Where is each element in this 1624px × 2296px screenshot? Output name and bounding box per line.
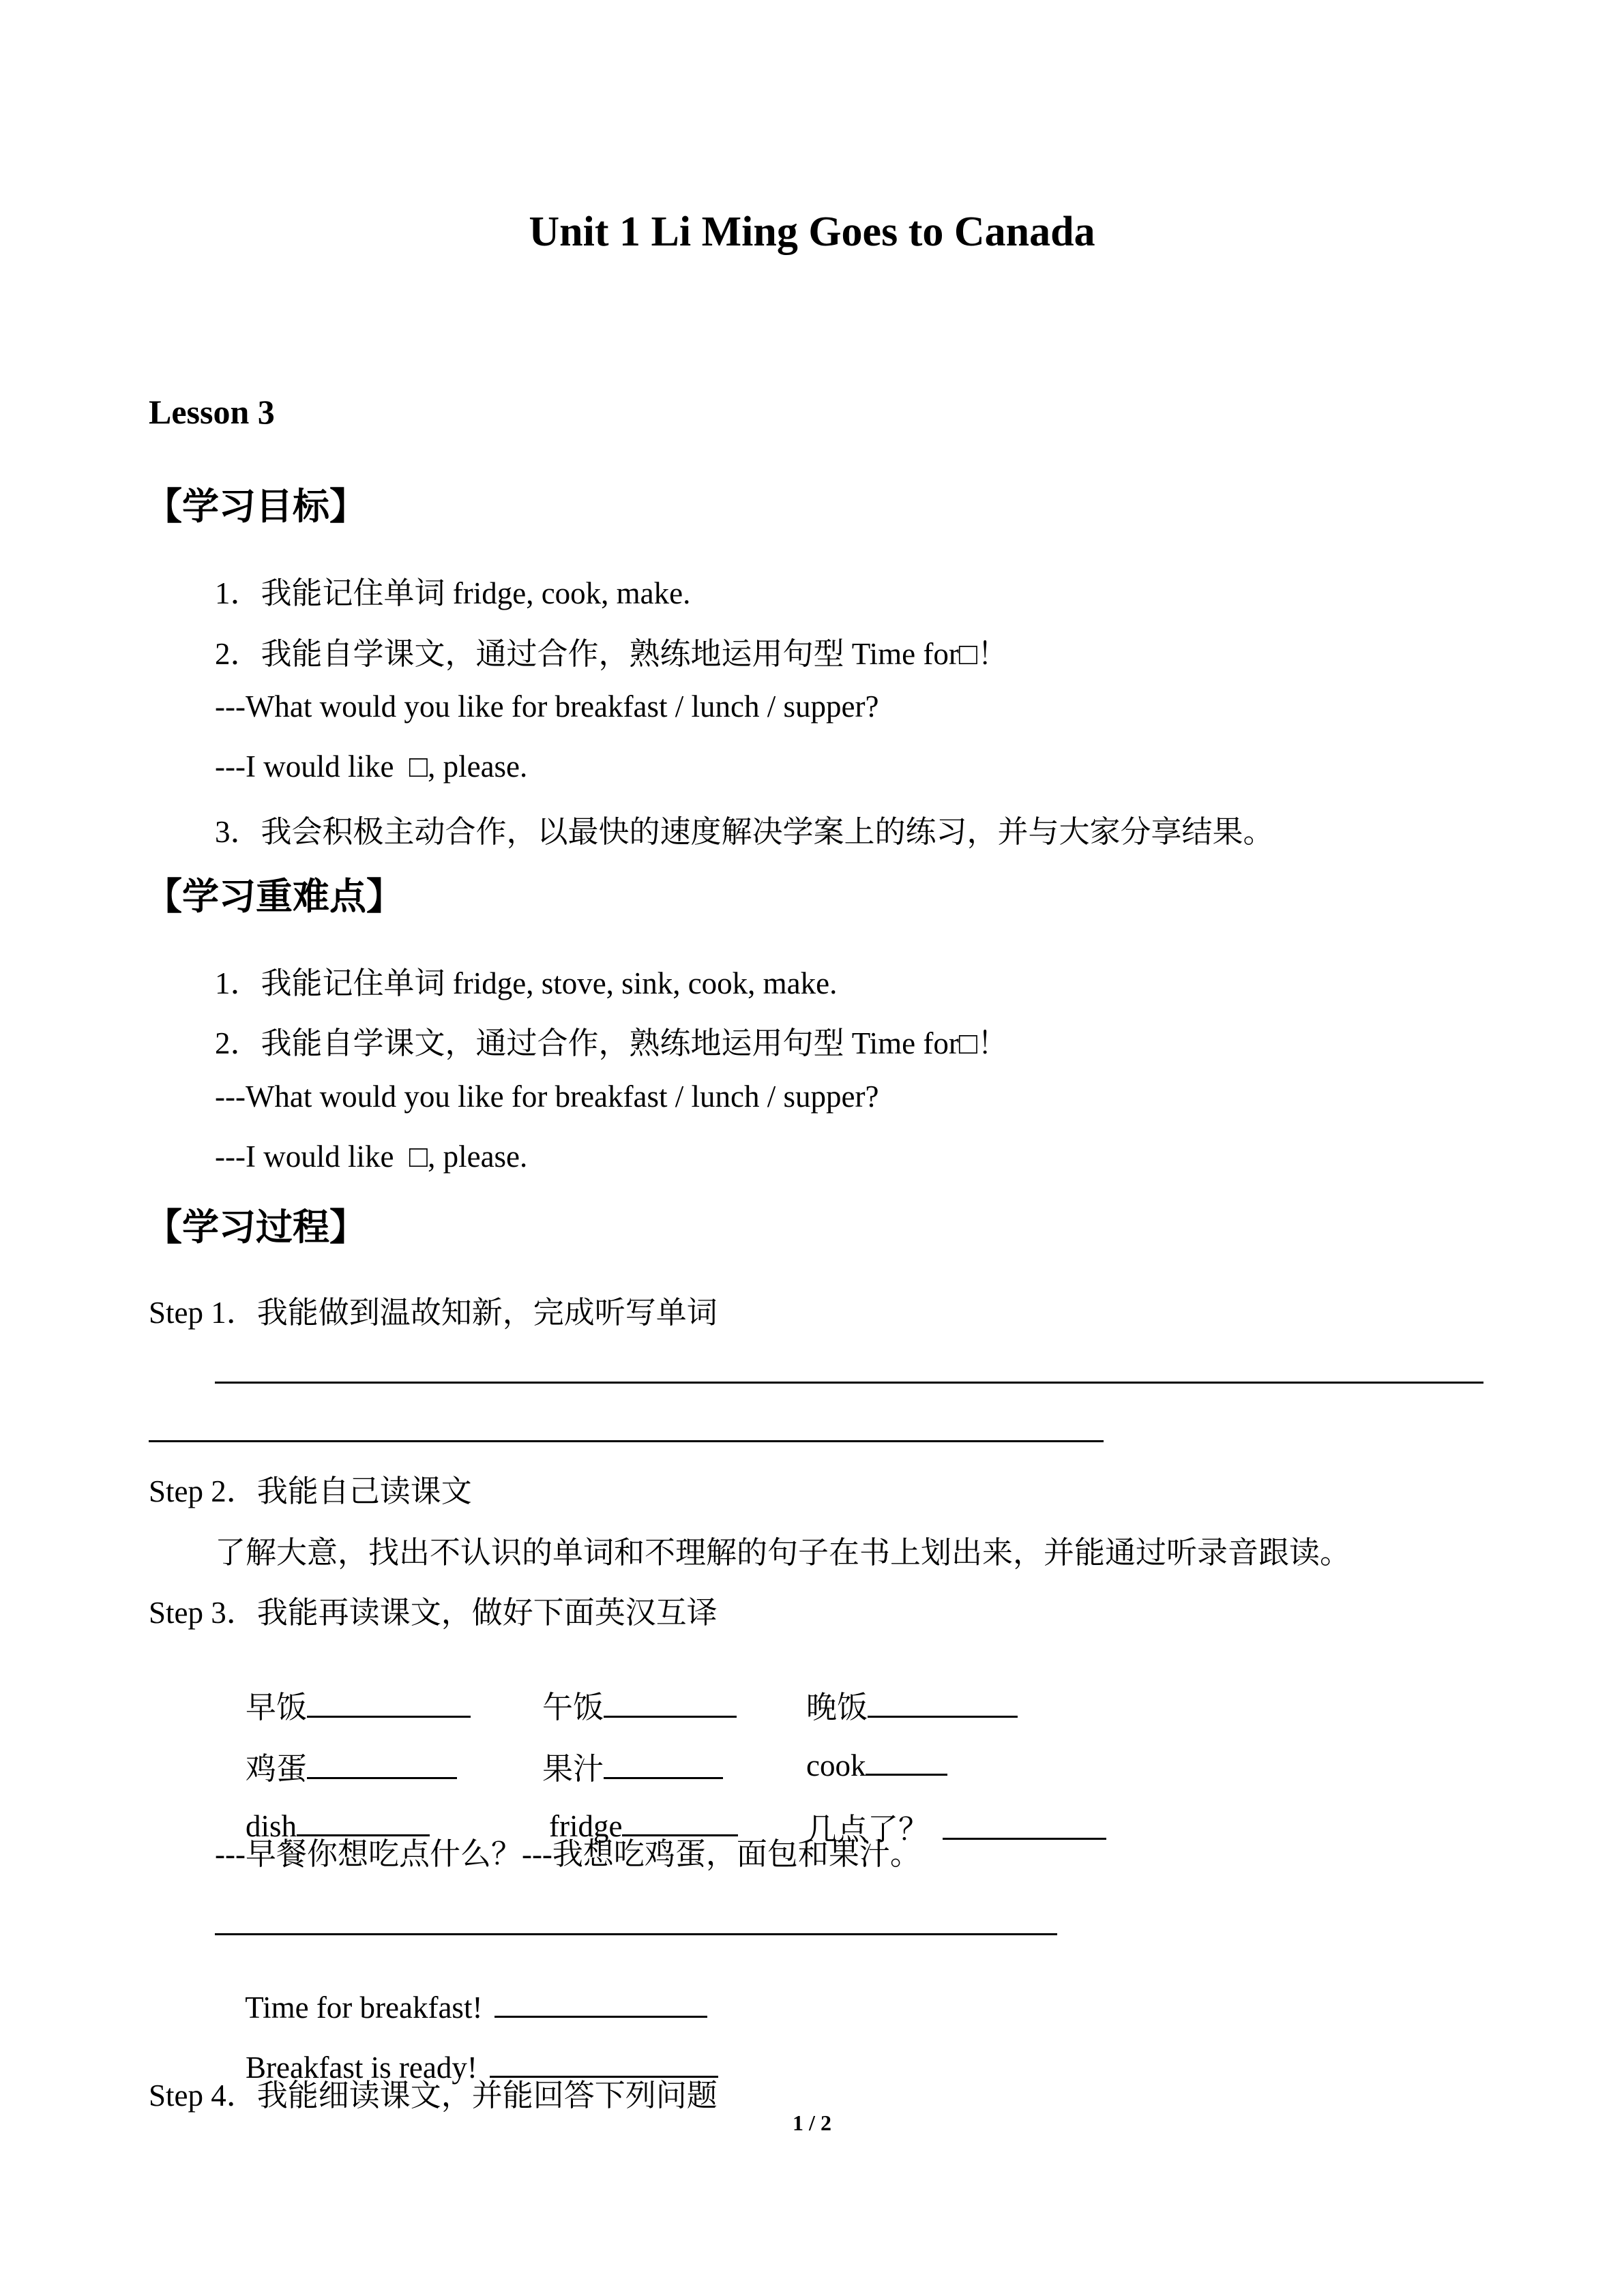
goal-item-2: 2．我能自学课文，通过合作，熟练地运用句型 Time for□！	[215, 637, 1009, 671]
keypoint-item-2: 2．我能自学课文，通过合作，熟练地运用句型 Time for□！	[215, 1026, 1009, 1060]
vocab-label: 早饭	[246, 1690, 308, 1725]
vocab-label: 鸡蛋	[246, 1752, 308, 1786]
dictation-line-2[interactable]	[149, 1440, 1104, 1442]
keypoint-item-3: ---What would you like for breakfast / lunch / supper?	[215, 1079, 879, 1114]
vocab-label: cook	[806, 1748, 866, 1783]
step-4-label: Step 4．我能细读课文，并能回答下列问题	[149, 2078, 718, 2113]
vocab-label: dish	[246, 1809, 297, 1843]
keypoint-item-1: 1．我能记住单词 fridge, stove, sink, cook, make.	[215, 966, 838, 1000]
keypoint-item-4: ---I would like □, please.	[215, 1139, 528, 1174]
vocab-label: fridge	[549, 1809, 623, 1843]
lesson-label: Lesson 3	[149, 393, 275, 431]
goal-item-4: ---I would like □, please.	[215, 749, 528, 784]
answer-blank[interactable]	[943, 1808, 1106, 1840]
translate-label: Breakfast is ready!	[246, 2051, 477, 2085]
step-2-label: Step 2．我能自己读课文	[149, 1474, 472, 1508]
page-title: Unit 1 Li Ming Goes to Canada	[529, 209, 1095, 255]
step-2-description: 了解大意，找出不认识的单词和不理解的句子在书上划出来，并能通过听录音跟读。	[215, 1536, 1351, 1570]
section-heading-keypoints: 【学习重难点】	[145, 875, 403, 918]
vocab-label: 晚饭	[806, 1690, 868, 1725]
dialogue-prompt: ---早餐你想吃点什么？---我想吃鸡蛋，面包和果汁。	[215, 1837, 921, 1871]
goal-item-1: 1．我能记住单词 fridge, cook, make.	[215, 576, 691, 610]
page-number: 1 / 2	[793, 2111, 831, 2135]
goal-item-3: ---What would you like for breakfast / lunch / supper?	[215, 689, 879, 724]
dialogue-answer-line[interactable]	[215, 1933, 1057, 1935]
section-heading-process: 【学习过程】	[145, 1206, 366, 1249]
dictation-line-1[interactable]	[215, 1382, 1483, 1384]
vocab-label: 果汁	[542, 1752, 604, 1786]
vocab-label: 午饭	[542, 1690, 604, 1725]
goal-item-5: 3．我会积极主动合作，以最快的速度解决学案上的练习，并与大家分享结果。	[215, 815, 1274, 849]
section-heading-goals: 【学习目标】	[145, 485, 366, 528]
translate-label: Time for breakfast!	[245, 1991, 483, 2025]
step-3-label: Step 3．我能再读课文，做好下面英汉互译	[149, 1596, 718, 1630]
step-1-label: Step 1．我能做到温故知新，完成听写单词	[149, 1296, 718, 1330]
vocab-label: 几点了？	[806, 1813, 930, 1847]
